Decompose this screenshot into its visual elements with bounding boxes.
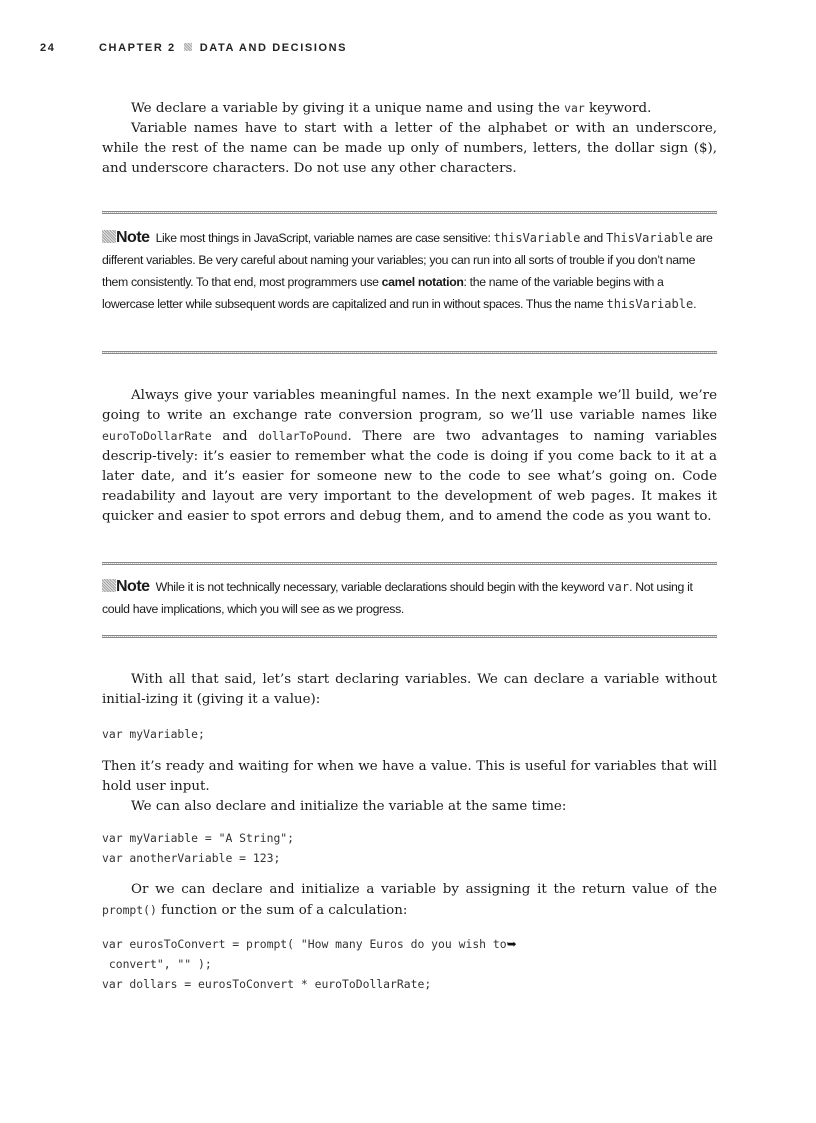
code-line: convert", "" );: [102, 957, 212, 971]
paragraph: We can also declare and initialize the variable at the same time:: [131, 799, 567, 814]
note-label: Note: [116, 229, 150, 246]
declare-paragraph-block: [102, 670, 717, 710]
inline-code: thisVariable: [493, 231, 581, 245]
text: are different variables. Be very careful about naming your variables; you can run into all sorts of trouble if you don’t name them consistently. To that end, most programmers use: [102, 231, 713, 289]
inline-code: thisVariable: [606, 297, 694, 311]
text: Like most things in JavaScript, variable names are case sensitive:: [155, 231, 494, 245]
inline-code: dollarToPound: [258, 429, 348, 443]
text: . Not using it could have implications, which you will see as we progress.: [102, 580, 693, 616]
text: keyword.: [584, 101, 652, 116]
inline-code: var: [564, 101, 585, 115]
text: and: [580, 231, 606, 245]
code-listing: [102, 828, 717, 868]
paragraph: Then it’s ready and waiting for when we have a value. This is useful for variables that will hold user input.: [102, 759, 717, 794]
note-rule-top: [102, 211, 717, 214]
separator-icon: [184, 43, 192, 51]
note-rule-bottom: [102, 635, 717, 638]
naming-paragraph-block: [102, 386, 717, 527]
code-line: var anotherVariable = 123;: [102, 851, 281, 865]
code-line: var myVariable = "A String";: [102, 831, 295, 845]
chapter-number: CHAPTER 2: [99, 42, 176, 54]
text: While it is not technically necessary, variable declarations should begin with the keyword: [155, 580, 608, 594]
code-listing: [102, 934, 717, 994]
inline-code: prompt(): [102, 903, 157, 917]
paragraph: With all that said, let’s start declaring variables. We can declare a variable without initial-izing it (giving it a value):: [102, 672, 717, 707]
paragraph: [102, 880, 717, 921]
text: . There are two advantages to naming variables descrip-tively: it’s easier to remember what the code is doing if you come back to it at a later date, and it’s easier for someone new to the code to see what’s going on. Code readability and layout are very important to the development of web pages. It makes it quicker and easier to spot errors and debug them, and to amend the code as you want to.: [102, 429, 718, 524]
text: and: [211, 429, 259, 444]
page-number: 24: [40, 42, 56, 54]
text: .: [693, 297, 697, 311]
inline-code: euroToDollarRate: [102, 429, 212, 443]
intro-paragraphs: [102, 98, 717, 179]
text: : the name of the variable begins with a lowercase letter while subsequent words are capitalized and run in without spaces. Thus the name: [102, 275, 664, 311]
text: Always give your variables meaningful names. In the next example we’ll build, we’re going to write an exchange rate conversion program, so we’ll use variable names like: [102, 388, 717, 423]
running-header: [40, 42, 776, 58]
key-term: camel notation: [381, 275, 464, 289]
paragraph: [102, 98, 717, 119]
chapter-heading: [99, 42, 347, 54]
code-line: var dollars = eurosToConvert * euroToDollarRate;: [102, 977, 432, 991]
code-listing: var myVariable;: [102, 727, 205, 741]
line-continuation-icon: ➥: [506, 937, 517, 951]
text: function or the sum of a calculation:: [156, 903, 408, 918]
text: Or we can declare and initialize a variable by assigning it the return value of the: [131, 882, 717, 897]
paragraph: Variable names have to start with a letter of the alphabet or with an underscore, while the rest of the name can be made up only of numbers, letters, the dollar sign ($), and underscore characters. Do not use any other characters.: [102, 121, 717, 176]
note-label: Note: [116, 578, 150, 595]
inline-code: var: [607, 580, 630, 594]
note-box: [102, 576, 717, 620]
paragraph: [102, 386, 717, 527]
note-rule-top: [102, 562, 717, 565]
text: We declare a variable by giving it a unique name and using the: [131, 101, 565, 116]
note-box: [102, 227, 717, 315]
chapter-title: DATA AND DECISIONS: [199, 42, 348, 54]
note-marker-icon: [102, 579, 116, 592]
note-marker-icon: [102, 230, 116, 243]
inline-code: ThisVariable: [605, 231, 693, 245]
note-rule-bottom: [102, 351, 717, 354]
prompt-paragraph-block: [102, 880, 717, 921]
code-line: var eurosToConvert = prompt( "How many Euros do you wish to: [102, 937, 507, 951]
ready-paragraph-block: [102, 757, 717, 817]
